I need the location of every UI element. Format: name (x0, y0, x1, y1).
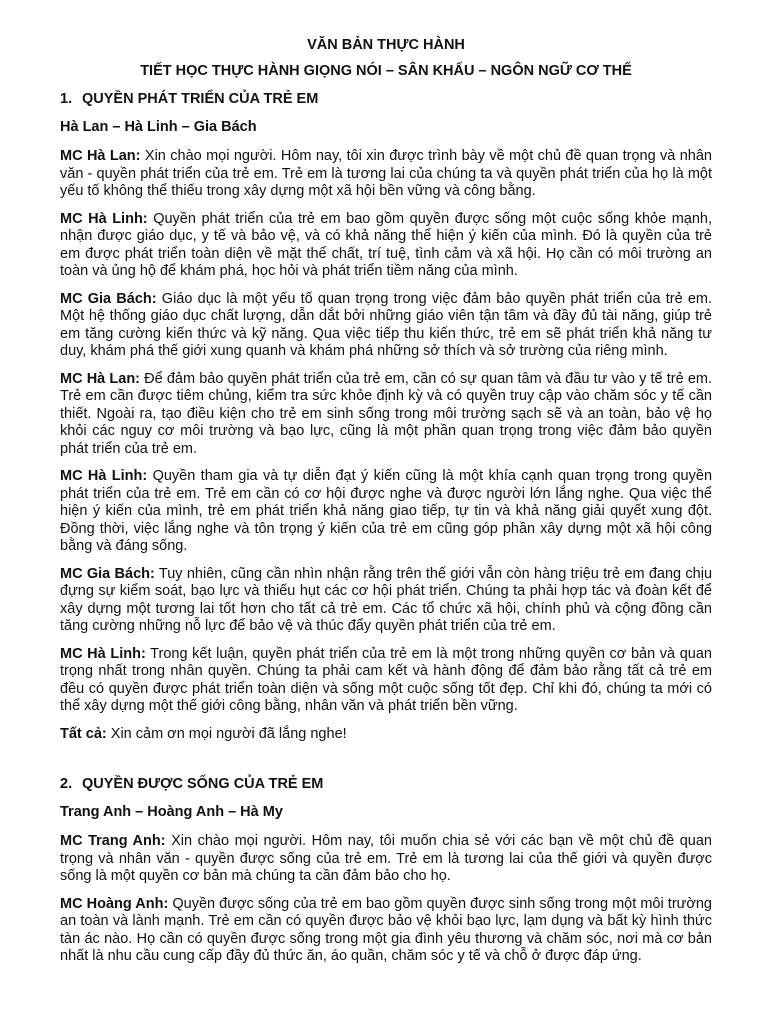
dialogue-paragraph (60, 211, 712, 281)
speaker-label: MC Gia Bách: (60, 290, 157, 307)
section-presenters: Trang Anh – Hoàng Anh – Hà My (60, 804, 283, 820)
dialogue-paragraph (60, 468, 712, 556)
speaker-label: MC Hà Linh: (60, 210, 148, 227)
speaker-label: MC Hà Linh: (60, 645, 146, 662)
section-number: 1. (60, 91, 73, 107)
dialogue-text: Xin cảm ơn mọi người đã lắng nghe! (106, 725, 347, 742)
section-title: QUYỀN ĐƯỢC SỐNG CỦA TRẺ EM (82, 776, 324, 792)
dialogue-text: Xin chào mọi người. Hôm nay, tôi xin được trình bày về một chủ đề quan trọng và nhân văn - quyền phát triển của trẻ em. Trẻ em là tương lai của chúng ta và quyền phát triển của họ là một yếu tố không thể thiếu trong xây dựng một xã hội bền vững và công bằng. (60, 148, 712, 199)
speaker-label: MC Gia Bách: (60, 565, 155, 582)
dialogue-text: Trong kết luận, quyền phát triển của trẻ em là một trong những quyền cơ bản và quan trọng nhất trong nhân quyền. Chúng ta phải cam kết và hành động để đảm bảo rằng tất cả trẻ em đều có quyền được phát triển toàn diện và sống một cuộc sống tốt đẹp. Chỉ khi đó, chúng ta mới có thể xây dựng một thế giới công bằng, nhân văn và phát triển bền vững. (60, 645, 712, 714)
dialogue-paragraph (60, 833, 712, 886)
dialogue-text: Để đảm bảo quyền phát triển của trẻ em, cần có sự quan tâm và đầu tư vào y tế trẻ em. Trẻ em cần được tiêm chủng, kiểm tra sức khỏe định kỳ và có quyền truy cập vào chăm sóc y tế cần thiết. Ngoài ra, tạo điều kiện cho trẻ em sinh sống trong môi trường sạch sẽ và an toàn, bảo vệ họ khỏi các nguy cơ môi trường và bạo lực, cũng là một phần quan trọng trong việc đảm bảo quyền phát triển của trẻ em. (60, 370, 712, 457)
dialogue-paragraph (60, 566, 712, 636)
dialogue-text: Tuy nhiên, cũng cần nhìn nhận rằng trên thế giới vẫn còn hàng triệu trẻ em đang chịu đựng sự kiểm soát, bạo lực và thiếu hụt các cơ hội phát triển. Chúng ta phải hợp tác và đoàn kết để xây dựng một tương lai tốt hơn cho tất cả trẻ em. Các tổ chức xã hội, chính phủ và cộng đồng cần tăng cường những nỗ lực để bảo vệ và thúc đẩy quyền phát triển của trẻ em. (60, 565, 713, 634)
section-heading (60, 90, 712, 108)
speaker-label: MC Hà Lan: (60, 370, 141, 387)
speaker-label: MC Hà Linh: (60, 468, 148, 484)
dialogue-text: Quyền tham gia và tự diễn đạt ý kiến cũng là một khía cạnh quan trọng trong quyền phát triển của trẻ em. Trẻ em cần có cơ hội được nghe và được người lớn lắng nghe. Qua việc thể hiện ý kiến của mình, trẻ em phát triển khả năng giao tiếp, tự tin và khả năng giải quyết xung đột. Đồng thời, việc lắng nghe và tôn trọng ý kiến của trẻ em cũng góp phần xây dựng một xã hội công bằng và đáng sống. (60, 468, 713, 554)
dialogue-paragraph (60, 726, 712, 744)
dialogue-text: Quyền phát triển của trẻ em bao gồm quyền được sống một cuộc sống khỏe mạnh, nhận được giáo dục, y tế và bảo vệ, và có khả năng thể hiện ý kiến của mình. Đó là quyền của trẻ em được phát triển toàn diện về mặt thể chất, trí tuệ, tình cảm và xã hội. Họ cần có môi trường an toàn và ủng hộ để khám phá, học hỏi và phát triển tiềm năng của mình. (60, 210, 712, 279)
dialogue-paragraph (60, 291, 712, 361)
dialogue-text: Xin chào mọi người. Hôm nay, tôi muốn chia sẻ với các bạn về một chủ đề quan trọng và nhân văn - quyền được sống của trẻ em. Trẻ em là tương lai của thế giới và quyền được sống là một quyền cơ bản mà chúng ta cần đảm bảo cho họ. (60, 833, 712, 884)
dialogue-text: Giáo dục là một yếu tố quan trọng trong việc đảm bảo quyền phát triển của trẻ em. Một hệ thống giáo dục chất lượng, dẫn dắt bởi những giáo viên tận tâm và đầy đủ tài năng, giúp trẻ em tăng cường kiến thức và kỹ năng. Qua việc tiếp thu kiến thức, trẻ em sẽ phát triển khả năng tư duy, khám phá thế giới xung quanh và khám phá những sở thích và sở trường của riêng mình. (60, 290, 713, 359)
section-title: QUYỀN PHÁT TRIỂN CỦA TRẺ EM (82, 91, 319, 107)
section-presenters: Hà Lan – Hà Linh – Gia Bách (60, 119, 257, 135)
speaker-label: MC Hoàng Anh: (60, 895, 169, 912)
speaker-label: Tất cả: (60, 725, 107, 742)
section-number: 2. (60, 776, 73, 792)
dialogue-paragraph (60, 148, 712, 201)
dialogue-paragraph (60, 371, 712, 459)
document-subtitle: TIẾT HỌC THỰC HÀNH GIỌNG NÓI – SÂN KHẤU – NGÔN NGỮ CƠ THỂ (140, 63, 632, 79)
speaker-label: MC Trang Anh: (60, 833, 166, 849)
section-spacer (60, 753, 712, 775)
section-heading (60, 775, 712, 793)
dialogue-text: Quyền được sống của trẻ em bao gồm quyền được sinh sống trong một môi trường an toàn và lành mạnh. Trẻ em cần có quyền được bảo vệ khỏi bạo lực, lạm dụng và bất kỳ hình thức tàn ác nào. Họ cần có quyền được sống trong một gia đình yêu thương và chăm sóc, nơi mà cơ bản nhất là nhu cầu cung cấp đầy đủ thức ăn, áo quần, chăm sóc y tế và chỗ ở được đáp ứng. (60, 895, 712, 964)
document-title: VĂN BẢN THỰC HÀNH (307, 37, 465, 53)
dialogue-paragraph (60, 896, 712, 966)
dialogue-paragraph (60, 646, 712, 716)
speaker-label: MC Hà Lan: (60, 148, 141, 164)
